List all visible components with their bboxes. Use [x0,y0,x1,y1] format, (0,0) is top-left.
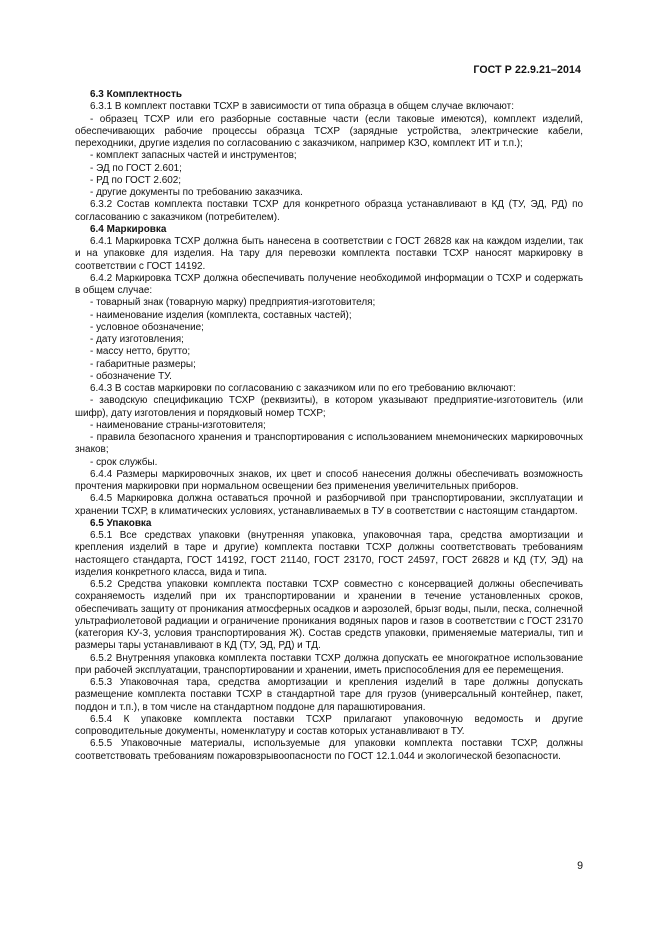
paragraph: - обозначение ТУ. [90,370,172,382]
paragraph: 6.5.5 Упаковочные материалы, используемые для упаковки комплекта поставки ТСХР, должны соответствовать требованиям пожаровзрывоопасности по ГОСТ 12.1.044 и экологической безопасности. [75,738,583,762]
paragraph: - наименование страны-изготовителя; [90,419,266,431]
paragraph: 6.5.1 Все средствах упаковки (внутренняя упаковка, упаковочная тара, средства амортизации и крепления изделий в таре и другие) комплекта поставки ТСХР должны соответствовать требованиям настоящего стандарта, ГОСТ 14192, ГОСТ 21140, ГОСТ 23170, ГОСТ 24597, ГОСТ 26828 и КД (ТУ, ЭД) на изделия конкретного класса, вида и типа. [75,530,583,578]
paragraph: - массу нетто, брутто; [90,346,191,358]
section-heading: 6.3 Комплектность [90,89,182,100]
paragraph: 6.5.2 Средства упаковки комплекта поставки ТСХР совместно с консервацией должны обеспечивать сохраняемость изделий при их транспортировании и хранении в течение установленных сроков, обеспечивать защиту от проникания атмосферных осадков и аэрозолей, брызг воды, пыли, песка, солнечной ультрафиолетовой радиации и ограничение проникания водяных паров и газов в соответствии с ГОСТ 23170 (категория КУ-3, условия транспортирования Ж). Состав средств упаковки, применяемые материалы, тип и размеры тары устанавливают в КД (ТУ, ЭД, РД) и ТД. [75,579,583,652]
paragraph: - образец ТСХР или его разборные составные части (если таковые имеются), комплект изделий, обеспечивающих рабочие процессы образца ТСХР (зарядные устройства, электрические кабели, переходники, другие изделия по согласованию с заказчиком, например КЗО, комплект ИТ и т.п.); [75,113,583,149]
paragraph: 6.4.4 Размеры маркировочных знаков, их цвет и способ нанесения должны обеспечивать возможность прочтения маркировки при нормальном освещении без применения увеличительных приборов. [75,468,583,492]
document-body [75,89,583,763]
paragraph: - другие документы по требованию заказчика. [90,187,303,198]
paragraph: - заводскую спецификацию ТСХР (реквизиты), в котором указывают предприятие-изготовитель (или шифр), дату изготовления и порядковый номер ТСХР; [75,395,583,419]
paragraph: - РД по ГОСТ 2.602; [90,174,182,186]
paragraph: - дату изготовления; [90,334,184,345]
paragraph: - товарный знак (товарную марку) предприятия-изготовителя; [90,297,376,309]
paragraph: - ЭД по ГОСТ 2.601; [90,162,182,174]
section-heading: 6.4 Маркировка [90,223,167,235]
section-heading: 6.5 Упаковка [90,517,152,529]
paragraph: - наименование изделия (комплекта, составных частей); [90,309,352,321]
paragraph: 6.5.2 Внутренняя упаковка комплекта поставки ТСХР должна допускать ее многократное использование при рабочей эксплуатации, транспортировании и хранении, иметь приспособления для ее перемещения. [75,652,583,676]
paragraph: - габаритные размеры; [90,358,196,370]
page-number: 9 [577,860,583,872]
paragraph: - срок службы. [90,456,158,468]
paragraph: 6.3.1 В комплект поставки ТСХР в зависимости от типа образца в общем случае включают: [90,101,514,113]
paragraph: - условное обозначение; [90,321,204,333]
paragraph: 6.4.2 Маркировка ТСХР должна обеспечивать получение необходимой информации о ТСХР и содержать в общем случае: [75,272,583,296]
paragraph: 6.5.3 Упаковочная тара, средства амортизации и крепления изделий в таре должны допускать размещение комплекта поставки ТСХР в стандартной таре для грузов (универсальный контейнер, пакет, поддон и т.п.), в том числе на стандартном поддоне для парашютирования. [75,677,583,713]
paragraph: 6.4.1 Маркировка ТСХР должна быть нанесена в соответствии с ГОСТ 26828 как на каждом изделии, так и на упаковке для изделия. На тару для перевозки комплекта поставки ТСХР наносят маркировку в соответствии с ГОСТ 14192. [75,236,583,272]
paragraph: 6.4.3 В состав маркировки по согласованию с заказчиком или по его требованию включают: [90,383,516,394]
paragraph: - правила безопасного хранения и транспортирования с использованием мнемонических маркировочных знаков; [75,432,583,456]
paragraph: 6.3.2 Состав комплекта поставки ТСХР для конкретного образца устанавливают в КД (ТУ, ЭД, РД) по согласованию с заказчиком (потребителем). [75,199,583,223]
paragraph: 6.5.4 К упаковке комплекта поставки ТСХР прилагают упаковочную ведомость и другие сопроводительные документы, номенклатуру и состав которых устанавливают в ТУ. [75,713,583,737]
paragraph: - комплект запасных частей и инструментов; [90,150,297,162]
document-header: ГОСТ Р 22.9.21–2014 [473,64,581,76]
paragraph: 6.4.5 Маркировка должна оставаться прочной и разборчивой при транспортировании, эксплуатации и хранении ТСХР, в климатических условиях, устанавливаемых в ТУ в соответствии с настоящим стандартом. [75,493,583,517]
